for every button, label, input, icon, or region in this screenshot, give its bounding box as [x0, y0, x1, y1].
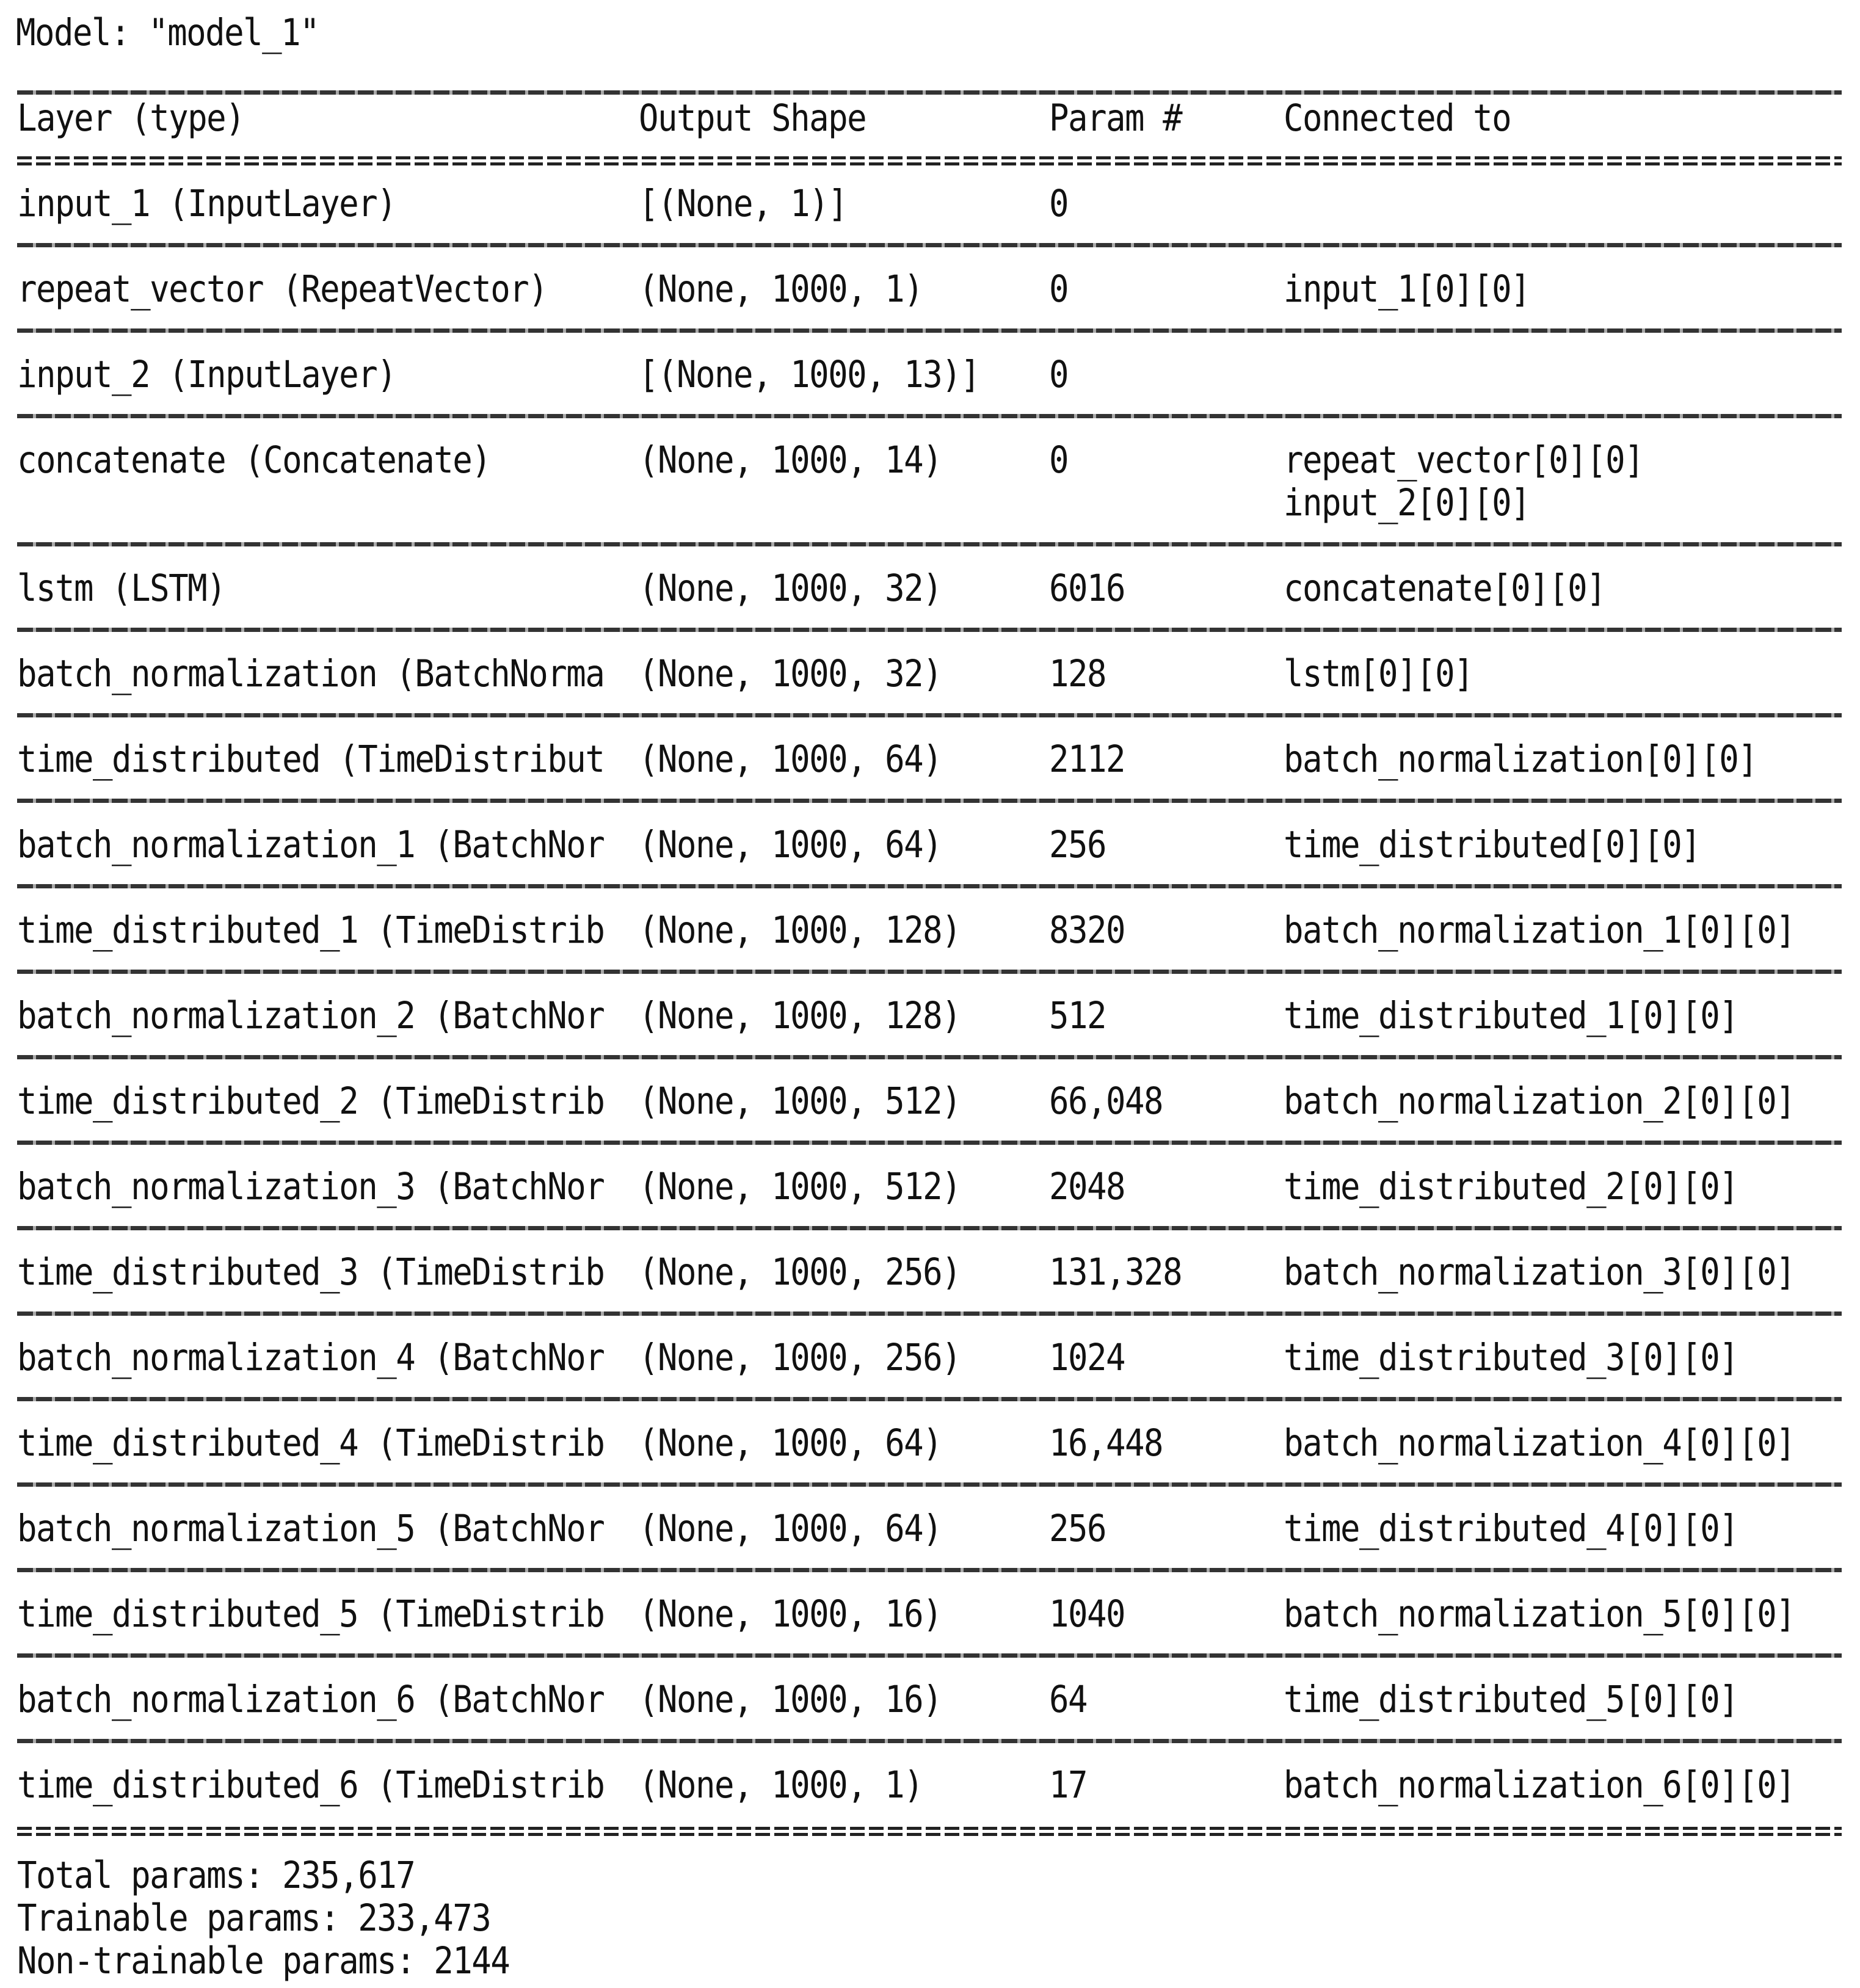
output-shape: (None, 1000, 16) [639, 1678, 942, 1721]
output-shape: (None, 1000, 1) [639, 1763, 923, 1807]
param-count: 0 [1049, 267, 1069, 311]
row-separator [17, 1568, 1842, 1572]
param-count: 256 [1049, 823, 1106, 866]
param-count: 128 [1049, 652, 1106, 695]
header-connected-to: Connected to [1284, 96, 1511, 140]
row-separator [17, 1141, 1842, 1145]
connected-to: concatenate[0][0] [1284, 567, 1606, 610]
layer-name: time_distributed_3 (TimeDistrib [17, 1250, 605, 1294]
output-shape: [(None, 1000, 13)] [639, 353, 980, 396]
row-separator [17, 414, 1842, 418]
row-separator [17, 1739, 1842, 1743]
output-shape: (None, 1000, 256) [639, 1250, 961, 1294]
layer-name: time_distributed_4 (TimeDistrib [17, 1421, 605, 1465]
layer-name: input_1 (InputLayer) [17, 182, 396, 225]
connected-to: time_distributed_5[0][0] [1284, 1678, 1738, 1721]
output-shape: (None, 1000, 64) [639, 738, 942, 781]
connected-to: input_1[0][0] [1284, 267, 1530, 311]
layer-name: batch_normalization_5 (BatchNor [17, 1507, 605, 1550]
param-count: 6016 [1049, 567, 1125, 610]
connected-to: batch_normalization_4[0][0] [1284, 1421, 1795, 1465]
output-shape: (None, 1000, 64) [639, 823, 942, 866]
connected-to: repeat_vector[0][0] [1284, 438, 1644, 482]
layer-name: batch_normalization_2 (BatchNor [17, 994, 605, 1037]
output-shape: (None, 1000, 128) [639, 994, 961, 1037]
param-count: 1040 [1049, 1592, 1125, 1636]
param-count: 256 [1049, 1507, 1106, 1550]
row-separator [17, 628, 1842, 632]
row-separator [17, 1226, 1842, 1230]
row-separator [17, 1311, 1842, 1316]
connected-to: batch_normalization[0][0] [1284, 738, 1757, 781]
row-separator [17, 1482, 1842, 1487]
row-separator [17, 542, 1842, 546]
param-count: 131,328 [1049, 1250, 1182, 1294]
param-count: 0 [1049, 353, 1069, 396]
non-trainable-params: Non-trainable params: 2144 [17, 1939, 510, 1983]
output-shape: (None, 1000, 128) [639, 909, 961, 952]
output-shape: (None, 1000, 1) [639, 267, 923, 311]
layer-name: time_distributed_6 (TimeDistrib [17, 1763, 605, 1807]
param-count: 2112 [1049, 738, 1125, 781]
layer-name: batch_normalization (BatchNorma [17, 652, 605, 695]
param-count: 1024 [1049, 1336, 1125, 1379]
model-title: Model: "model_1" [16, 11, 319, 54]
connected-to: time_distributed_3[0][0] [1284, 1336, 1738, 1379]
connected-to: time_distributed_1[0][0] [1284, 994, 1738, 1037]
top-rule [17, 90, 1842, 95]
row-separator [17, 970, 1842, 974]
layer-name: batch_normalization_6 (BatchNor [17, 1678, 605, 1721]
connected-to: batch_normalization_2[0][0] [1284, 1079, 1795, 1123]
row-separator [17, 328, 1842, 333]
output-shape: (None, 1000, 64) [639, 1507, 942, 1550]
header-param-count: Param # [1049, 96, 1182, 140]
connected-to: input_2[0][0] [1284, 481, 1530, 524]
layer-name: concatenate (Concatenate) [17, 438, 491, 482]
param-count: 16,448 [1049, 1421, 1163, 1465]
row-separator [17, 713, 1842, 717]
output-shape: (None, 1000, 32) [639, 652, 942, 695]
row-separator [17, 1653, 1842, 1658]
layer-name: time_distributed (TimeDistribut [17, 738, 605, 781]
row-separator [17, 1397, 1842, 1401]
layer-name: lstm (LSTM) [17, 567, 226, 610]
param-count: 66,048 [1049, 1079, 1163, 1123]
layer-name: batch_normalization_1 (BatchNor [17, 823, 605, 866]
layer-name: input_2 (InputLayer) [17, 353, 396, 396]
output-shape: (None, 1000, 512) [639, 1165, 961, 1208]
connected-to: batch_normalization_6[0][0] [1284, 1763, 1795, 1807]
connected-to: batch_normalization_3[0][0] [1284, 1250, 1795, 1294]
param-count: 0 [1049, 182, 1069, 225]
connected-to: batch_normalization_5[0][0] [1284, 1592, 1795, 1636]
row-separator [17, 884, 1842, 888]
connected-to: time_distributed_4[0][0] [1284, 1507, 1738, 1550]
row-separator [17, 799, 1842, 803]
header-double-rule [17, 156, 1842, 166]
layer-name: time_distributed_2 (TimeDistrib [17, 1079, 605, 1123]
header-output-shape: Output Shape [639, 96, 866, 140]
total-params: Total params: 235,617 [17, 1854, 415, 1897]
output-shape: (None, 1000, 14) [639, 438, 942, 482]
layer-name: batch_normalization_3 (BatchNor [17, 1165, 605, 1208]
layer-name: batch_normalization_4 (BatchNor [17, 1336, 605, 1379]
connected-to: time_distributed_2[0][0] [1284, 1165, 1738, 1208]
param-count: 512 [1049, 994, 1106, 1037]
row-separator [17, 1055, 1842, 1059]
param-count: 2048 [1049, 1165, 1125, 1208]
param-count: 8320 [1049, 909, 1125, 952]
layer-name: time_distributed_1 (TimeDistrib [17, 909, 605, 952]
connected-to: batch_normalization_1[0][0] [1284, 909, 1795, 952]
connected-to: lstm[0][0] [1284, 652, 1473, 695]
connected-to: time_distributed[0][0] [1284, 823, 1701, 866]
output-shape: (None, 1000, 512) [639, 1079, 961, 1123]
layer-name: repeat_vector (RepeatVector) [17, 267, 548, 311]
row-separator [17, 243, 1842, 247]
param-count: 17 [1049, 1763, 1088, 1807]
header-layer: Layer (type) [17, 96, 245, 140]
param-count: 64 [1049, 1678, 1088, 1721]
output-shape: (None, 1000, 16) [639, 1592, 942, 1636]
output-shape: (None, 1000, 256) [639, 1336, 961, 1379]
layer-name: time_distributed_5 (TimeDistrib [17, 1592, 605, 1636]
param-count: 0 [1049, 438, 1069, 482]
output-shape: [(None, 1)] [639, 182, 848, 225]
output-shape: (None, 1000, 32) [639, 567, 942, 610]
bottom-double-rule [17, 1827, 1842, 1837]
output-shape: (None, 1000, 64) [639, 1421, 942, 1465]
trainable-params: Trainable params: 233,473 [17, 1896, 491, 1940]
